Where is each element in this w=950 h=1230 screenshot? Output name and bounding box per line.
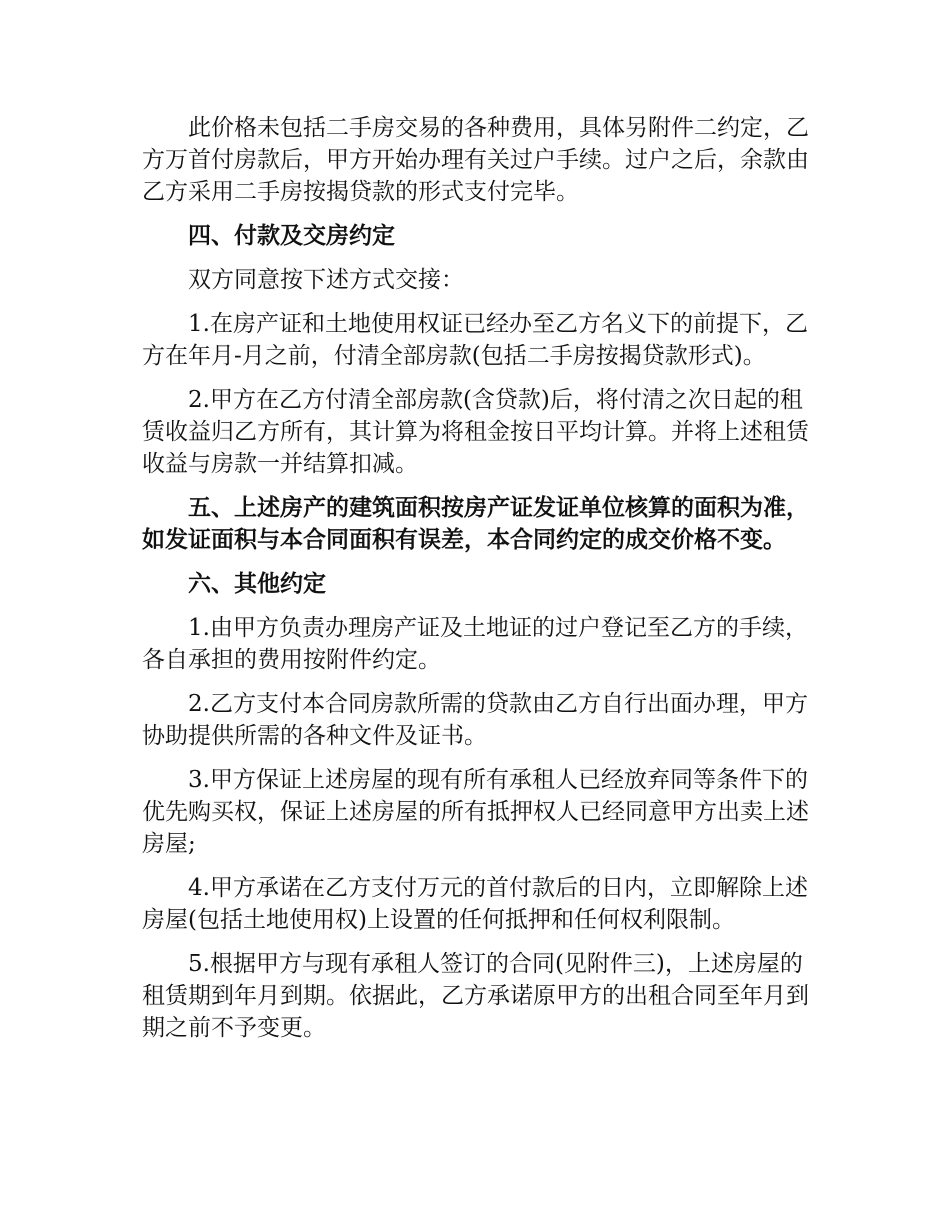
heading-payment-handover: 四、付款及交房约定 <box>188 223 395 249</box>
paragraph-handover-intro: 双方同意按下述方式交接： <box>188 267 464 293</box>
paragraph-price-note: 此价格未包括二手房交易的各种费用，具体另附件二约定，乙方万首付房款后，甲方开始办理有关过户手续。过户之后，余款由乙方采用二手房按揭贷款的形式支付完毕。 <box>142 115 809 205</box>
paragraph-other-item-2: 2.乙方支付本合同房款所需的贷款由乙方自行出面办理，甲方协助提供所需的各种文件及证书。 <box>142 691 808 749</box>
paragraph-other-item-4: 4.甲方承诺在乙方支付万元的首付款后的日内，立即解除上述房屋(包括土地使用权)上设置的任何抵押和任何权利限制。 <box>142 875 808 933</box>
paragraph-other-item-1: 1.由甲方负责办理房产证及土地证的过户登记至乙方的手续，各自承担的费用按附件约定。 <box>142 615 808 673</box>
document-page <box>142 112 812 1056</box>
paragraph-payment-item-1: 1.在房产证和土地使用权证已经办至乙方名义下的前提下，乙方在年月-月之前，付清全部房款(包括二手房按揭贷款形式)。 <box>142 311 808 369</box>
heading-area-clause: 五、上述房产的建筑面积按房产证发证单位核算的面积为准，如发证面积与本合同面积有误差，本合同约定的成交价格不变。 <box>142 495 809 553</box>
paragraph-payment-item-2: 2.甲方在乙方付清全部房款(含贷款)后，将付清之次日起的租赁收益归乙方所有，其计算为将租金按日平均计算。并将上述租赁收益与房款一并结算扣减。 <box>142 387 809 477</box>
paragraph-other-item-3: 3.甲方保证上述房屋的现有所有承租人已经放弃同等条件下的优先购买权，保证上述房屋的所有抵押权人已经同意甲方出卖上述房屋; <box>142 767 809 857</box>
paragraph-other-item-5: 5.根据甲方与现有承租人签订的合同(见附件三)，上述房屋的租赁期到年月到期。依据此，乙方承诺原甲方的出租合同至年月到期之前不予变更。 <box>142 951 809 1041</box>
heading-other-terms: 六、其他约定 <box>188 571 326 597</box>
